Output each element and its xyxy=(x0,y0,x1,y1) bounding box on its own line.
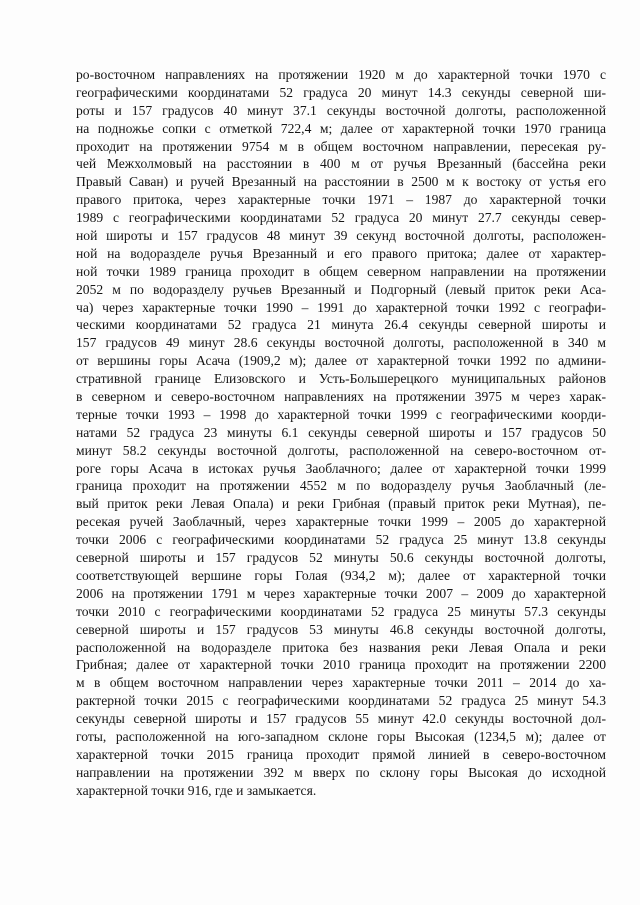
text-line-20: терные точки 1993 – 1998 до характерной точки 1999 с географическими коорди- xyxy=(76,406,606,422)
text-line-41: характерной точки 916, где и замыкается. xyxy=(76,782,317,798)
text-line-22: минут 58.2 секунды восточной долготы, расположенной на северо-восточном от- xyxy=(76,442,606,458)
text-line-32: северной широты и 157 градусов 53 минуты 46.8 секунды восточной долготы, xyxy=(76,621,606,637)
text-line-14: ча) через характерные точки 1990 – 1991 до характерной точки 1992 с географи- xyxy=(76,299,606,315)
text-line-39: характерной точки 2015 граница проходит прямой линией в северо-восточном xyxy=(76,746,606,762)
document-body xyxy=(76,66,606,800)
text-line-6: чей Межхолмовый на расстоянии в 400 м от ручья Врезанный (бассейна реки xyxy=(76,156,606,172)
text-line-4: на подножье сопки с отметкой 722,4 м; далее от характерной точки 1970 граница xyxy=(76,120,606,136)
text-line-21: натами 52 градуса 23 минуты 6.1 секунды северной широты и 157 градусов 50 xyxy=(76,424,606,440)
text-line-37: секунды северной широты и 157 градусов 55 минут 42.0 секунды восточной дол- xyxy=(76,711,606,727)
text-line-11: ной на водоразделе ручья Врезанный и его правого притока; далее от характер- xyxy=(76,245,606,261)
text-line-30: 2006 на протяжении 1791 м через характерные точки 2007 – 2009 до характерной xyxy=(76,585,606,601)
text-line-23: роге горы Асача в истоках ручья Заоблачного; далее от характерной точки 1999 xyxy=(76,460,606,476)
text-line-1: ро-восточном направлениях на протяжении 1920 м до характерной точки 1970 с xyxy=(76,67,606,82)
text-line-25: вый приток реки Левая Опала) и реки Грибная (правый приток реки Мутная), пе- xyxy=(76,496,606,512)
text-line-8: правого притока, через характерные точки 1971 – 1987 до характерной точки xyxy=(76,192,606,208)
text-line-40: направлении на протяжении 392 м вверх по склону горы Высокая до исходной xyxy=(76,764,606,780)
text-line-15: ческими координатами 52 градуса 21 минута 26.4 секунды северной широты и xyxy=(76,317,606,333)
text-line-35: м в общем восточном направлении через характерные точки 2011 – 2014 до ха- xyxy=(76,675,606,691)
text-line-38: готы, расположенной на юго-западном склоне горы Высокая (1234,5 м); далее от xyxy=(76,728,606,744)
text-line-2: географическими координатами 52 градуса 20 минут 14.3 секунды северной ши- xyxy=(76,84,606,100)
text-line-5: проходит на протяжении 9754 м в общем восточном направлении, пересекая ру- xyxy=(76,138,606,154)
text-line-7: Правый Саван) и ручей Врезанный на расстоянии в 2500 м к востоку от устья его xyxy=(76,174,606,190)
text-line-17: от вершины горы Асача (1909,2 м); далее от характерной точки 1992 по админи- xyxy=(76,353,606,369)
text-line-24: граница проходит на протяжении 4552 м по водоразделу ручья Заоблачный (ле- xyxy=(76,478,606,494)
text-line-3: роты и 157 градусов 40 минут 37.1 секунды восточной долготы, расположенной xyxy=(76,102,606,118)
text-line-29: соответствующей вершине горы Голая (934,2 м); далее от характерной точки xyxy=(76,567,606,583)
text-line-36: рактерной точки 2015 с географическими координатами 52 градуса 25 минут 54.3 xyxy=(76,693,606,709)
text-line-12: ной точки 1989 граница проходит в общем северном направлении на протяжении xyxy=(76,263,606,279)
text-line-10: ной широты и 157 градусов 48 минут 39 секунд восточной долготы, расположен- xyxy=(76,228,606,244)
text-line-31: точки 2010 с географическими координатами 52 градуса 25 минуты 57.3 секунды xyxy=(76,603,606,619)
text-line-27: точки 2006 с географическими координатами 52 градуса 25 минут 13.8 секунды xyxy=(76,532,606,548)
text-line-16: 157 градусов 49 минут 28.6 секунды восточной долготы, расположенной в 340 м xyxy=(76,335,606,351)
text-line-9: 1989 с географическими координатами 52 градуса 20 минут 27.7 секунды север- xyxy=(76,210,606,226)
text-line-26: ресекая ручей Заоблачный, через характерные точки 1999 – 2005 до характерной xyxy=(76,514,606,530)
text-line-34: Грибная; далее от характерной точки 2010 граница проходит на протяжении 2200 xyxy=(76,657,606,673)
text-line-13: 2052 м по водоразделу ручьев Врезанный и Подгорный (левый приток реки Аса- xyxy=(76,281,606,297)
text-line-18: стративной границе Елизовского и Усть-Большерецкого муниципальных районов xyxy=(76,371,606,387)
text-line-28: северной широты и 157 градусов 52 минуты 50.6 секунды восточной долготы, xyxy=(76,550,606,566)
text-line-19: в северном и северо-восточном направлениях на протяжении 3975 м через харак- xyxy=(76,389,606,405)
text-line-33: расположенной на водоразделе притока без названия реки Левая Опала и реки xyxy=(76,639,606,655)
